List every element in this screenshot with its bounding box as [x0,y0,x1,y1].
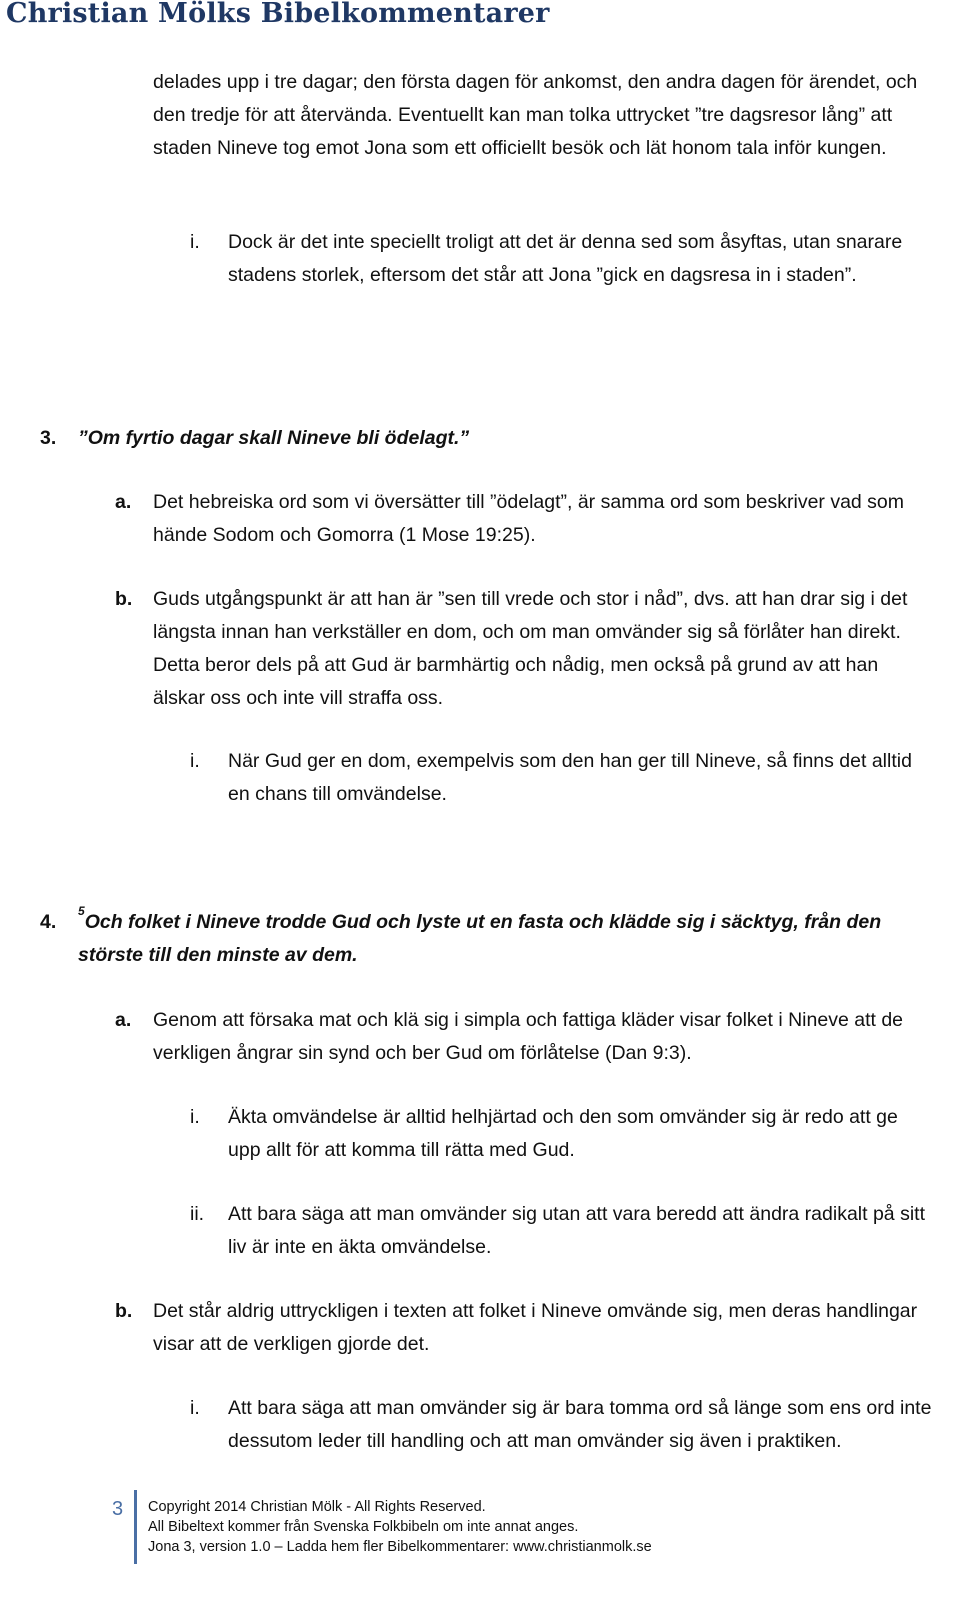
item-text: Att bara säga att man omvänder sig är bara tomma ord så länge som ens ord inte dessutom leder till handling och att man omvänder sig även i praktiken. [228,1397,932,1452]
item-marker: a. [115,1009,132,1031]
item-marker: a. [115,491,132,513]
list-item [115,486,925,552]
item-marker: b. [115,1300,133,1322]
item-text: Det står aldrig uttryckligen i texten att folket i Nineve omvände sig, men deras handlingar visar att de verkligen gjorde det. [153,1300,918,1355]
list-item [190,1101,930,1167]
list-item [115,1295,930,1361]
verse-text: Och folket i Nineve trodde Gud och lyste ut en fasta och klädde sig i säcktyg, från den störste till den minste av dem. [78,911,882,966]
item-marker: i. [190,750,200,772]
item-text: Äkta omvändelse är alltid helhjärtad och den som omvänder sig är redo att ge upp allt för att komma till rätta med Gud. [228,1106,898,1161]
section-heading-text [78,906,920,972]
item-text: Det hebreiska ord som vi översätter till ”ödelagt”, är samma ord som beskriver vad som hände Sodom och Gomorra (1 Mose 19:25). [153,491,905,546]
footer-divider [134,1490,137,1564]
item-text: Att bara säga att man omvänder sig utan att vara beredd att ändra radikalt på sitt liv är inte en äkta omvändelse. [228,1203,925,1258]
page-footer [0,1490,960,1570]
section-heading-text: ”Om fyrtio dagar skall Nineve bli ödelagt.” [78,427,470,449]
section-number: 4. [40,911,57,933]
verse-number: 5 [78,904,85,918]
item-marker: i. [190,1397,200,1419]
item-marker: i. [190,231,200,253]
list-item [190,226,930,292]
page-header-title: Christian Mölks Bibelkommentarer [6,0,550,29]
item-text: Guds utgångspunkt är att han är ”sen till vrede och stor i nåd”, dvs. att han drar sig i det längsta innan han verkställer en dom, och om man omvänder sig så förlåter han direkt. Detta beror dels på att Gud är barmhärtig och nådig, men också på grund av att han älskar oss och inte vill straffa oss. [153,588,908,709]
footer-bible-note: All Bibeltext kommer från Svenska Folkbibeln om inte annat anges. [148,1519,579,1535]
list-item [190,1198,930,1264]
item-marker: i. [190,1106,200,1128]
footer-copyright: Copyright 2014 Christian Mölk - All Rights Reserved. [148,1499,486,1515]
item-text: Dock är det inte speciellt troligt att det är denna sed som åsyftas, utan snarare stadens storlek, eftersom det står att Jona ”gick en dagsresa in i staden”. [228,231,903,286]
list-item [115,1004,930,1070]
list-item [190,1392,940,1458]
list-item [115,583,930,715]
list-item [190,745,915,811]
intro-paragraph: delades upp i tre dagar; den första dagen för ankomst, den andra dagen för ärendet, och den tredje för att återvända. Eventuellt kan man tolka uttrycket ”tre dagsresor lång” att staden Nineve tog emot Jona som ett officiellt besök och lät honom tala inför kungen. [153,71,918,159]
footer-text [148,1497,652,1557]
footer-version-line: Jona 3, version 1.0 – Ladda hem fler Bibelkommentarer: www.christianmolk.se [148,1539,652,1555]
item-text: Genom att försaka mat och klä sig i simpla och fattiga kläder visar folket i Nineve att de verkligen ångrar sin synd och ber Gud om förlåtelse (Dan 9:3). [153,1009,904,1064]
section-4-heading [40,906,920,972]
item-marker: b. [115,588,133,610]
section-3-heading [40,422,920,455]
page-number: 3 [112,1498,124,1520]
item-text: När Gud ger en dom, exempelvis som den han ger till Nineve, så finns det alltid en chans till omvändelse. [228,750,912,805]
item-marker: ii. [190,1203,205,1225]
section-number: 3. [40,427,57,449]
